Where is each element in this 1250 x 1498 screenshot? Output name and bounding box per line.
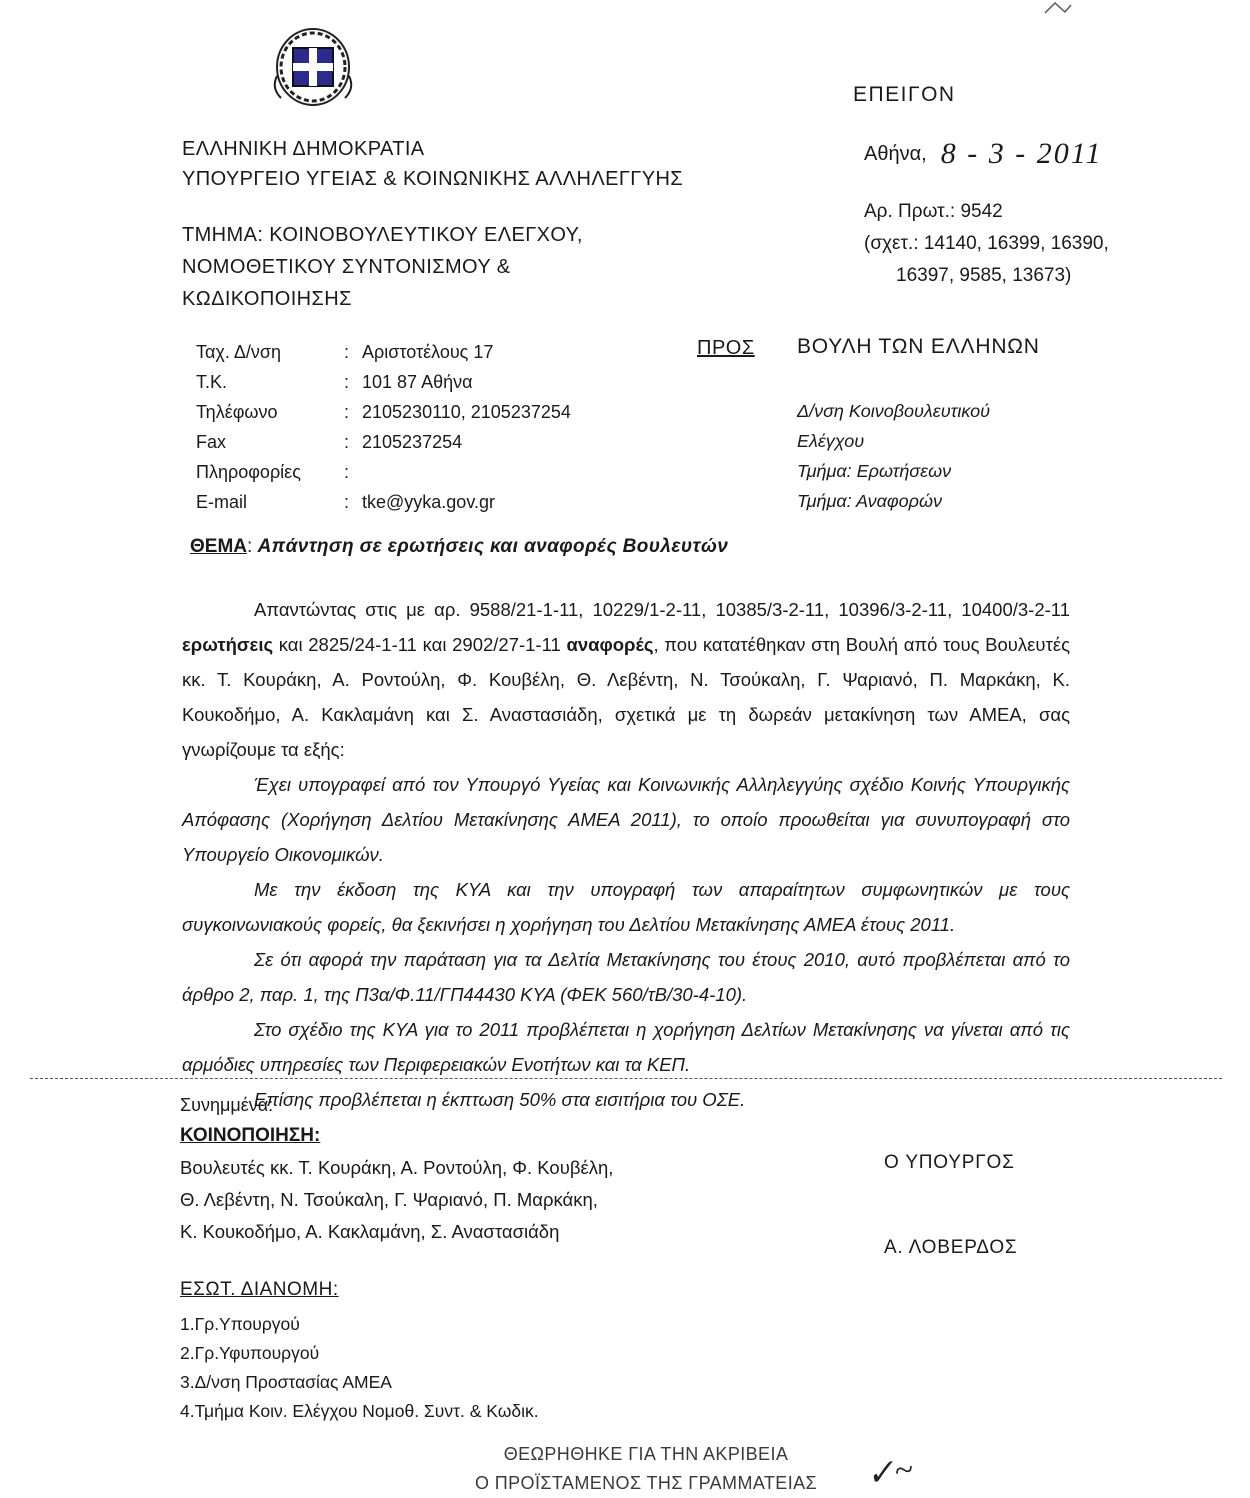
protocol-related-line2: 16397, 9585, 13673) — [896, 265, 1072, 286]
body-paragraph-3 — [182, 872, 1070, 942]
email-label: E-mail — [196, 492, 248, 512]
body-paragraph-2 — [182, 767, 1070, 872]
department-block — [182, 219, 583, 315]
recipient-sub-line1: Δ/νση Κοινοβουλευτικού — [797, 401, 991, 421]
protocol-block — [864, 196, 1109, 292]
body-paragraph-1 — [182, 592, 1070, 767]
body-paragraph-3-text: Με την έκδοση της ΚΥΑ και την υπογραφή των απαραίτητων συμφωνητικών με τους συγκοινωνιακούς φορείς, θα ξεκινήσει η χορήγηση του Δελτίου Μετακίνησης ΑΜΕΑ έτους 2011. — [182, 879, 1070, 935]
date-value-handwritten: 8 - 3 - 2011 — [940, 137, 1103, 170]
table-row — [196, 397, 571, 427]
fax-value: 2105237254 — [362, 432, 463, 452]
date-label: Αθήνα, — [864, 143, 927, 165]
organization-block — [182, 134, 683, 194]
table-row — [196, 367, 571, 397]
attachments-label: Συνημμένα: — [180, 1095, 274, 1115]
body-paragraph-4 — [182, 942, 1070, 1012]
body-paragraph-6 — [182, 1082, 1070, 1117]
department-line2: ΝΟΜΟΘΕΤΙΚΟΥ ΣΥΝΤΟΝΙΣΜΟΥ & — [182, 256, 511, 278]
fax-label: Fax — [196, 432, 227, 452]
section-divider — [30, 1078, 1222, 1079]
body-paragraph-6-text: Επίσης προβλέπεται η έκπτωση 50% στα εισιτήρια του ΟΣΕ. — [254, 1089, 746, 1110]
body-paragraph-2-text: Έχει υπογραφεί από τον Υπουργό Υγείας και Κοινωνικής Αλληλεγγύης σχέδιο Κοινής Υπουργικής Απόφασης (Χορήγηση Δελτίου Μετακίνησης ΑΜΕΑ 2011), το οποίο προωθείται για συνυπογραφή στο Υπουργείο Οικονομικών. — [182, 774, 1070, 865]
table-row — [196, 427, 571, 457]
body-paragraph-5 — [182, 1012, 1070, 1082]
fax-colon: : — [344, 432, 350, 452]
recipient-prefix-label: ΠΡΟΣ — [697, 337, 755, 359]
list-item: Βουλευτές κκ. Τ. Κουράκη, Α. Ροντούλη, Φ. Κουβέλη, — [180, 1157, 614, 1178]
organization-line2: ΥΠΟΥΡΓΕΙΟ ΥΓΕΙΑΣ & ΚΟΙΝΩΝΙΚΗΣ ΑΛΛΗΛΕΓΓΥΗΣ — [182, 168, 684, 190]
subject-text: Απάντηση σε ερωτήσεις και αναφορές Βουλευτών — [257, 536, 729, 557]
phone-colon: : — [344, 402, 350, 422]
subject-label: ΘΕΜΑ — [190, 536, 247, 557]
protocol-related-line1: (σχετ.: 14140, 16399, 16390, — [864, 233, 1109, 254]
list-item: 1.Γρ.Υπουργού — [180, 1314, 300, 1334]
info-value — [362, 457, 571, 487]
certification-line2: Ο ΠΡΟΪΣΤΑΜΕΝΟΣ ΤΗΣ ΓΡΑΜΜΑΤΕΙΑΣ — [474, 1473, 818, 1493]
recipient-sub-line2: Ελέγχου — [797, 431, 865, 451]
greek-coat-of-arms-emblem — [263, 26, 363, 108]
date-row — [864, 134, 1102, 168]
contact-address-block — [196, 337, 571, 517]
email-colon: : — [344, 492, 350, 512]
postcode-colon: : — [344, 372, 350, 392]
recipient-name: ΒΟΥΛΗ ΤΩΝ ΕΛΛΗΝΩΝ — [797, 335, 1040, 358]
list-item: Θ. Λεβέντη, Ν. Τσούκαλη, Γ. Ψαριανό, Π. Μαρκάκη, — [180, 1189, 598, 1210]
letter-body — [182, 592, 1070, 1117]
copies-list — [180, 1152, 613, 1248]
phone-label: Τηλέφωνο — [196, 402, 278, 422]
body-paragraph-1-text: Απαντώντας στις με αρ. 9588/21-1-11, 10229/1-2-11, 10385/3-2-11, 10396/3-2-11, 10400/3-2-11 ερωτήσεις και 2825/24-1-11 και 2902/27-1-11 αναφορές, που κατατέθηκαν στη Βουλή από τους Βουλευτές κκ. Τ. Κουράκη, Α. Ροντούλη, Φ. Κουβέλη, Θ. Λεβέντη, Ν. Τσούκαλη, Γ. Ψαριανό, Π. Μαρκάκη, Κ. Κουκοδήμο, Α. Κακλαμάνη και Σ. Αναστασιάδη, σχετικά με τη δωρεάν μετακίνηση των ΑΜΕΑ, σας γνωρίζουμε τα εξής: — [182, 599, 1071, 760]
internal-distribution-list — [180, 1310, 539, 1426]
certification-line1: ΘΕΩΡΗΘΗΚΕ ΓΙΑ ΤΗΝ ΑΚΡΙΒΕΙΑ — [503, 1444, 789, 1464]
list-item: 2.Γρ.Υφυπουργού — [180, 1343, 320, 1363]
internal-distribution-title: ΕΣΩΤ. ΔΙΑΝΟΜΗ: — [180, 1279, 339, 1300]
organization-line1: ΕΛΛΗΝΙΚΗ ΔΗΜΟΚΡΑΤΙΑ — [182, 138, 425, 160]
recipient-department-block — [797, 396, 990, 516]
phone-value: 2105230110, 2105237254 — [362, 402, 571, 422]
body-paragraph-5-text: Στο σχέδιο της ΚΥΑ για το 2011 προβλέπεται η χορήγηση Δελτίων Μετακίνησης να γίνεται από τις αρμόδιες υπηρεσίες των Περιφερειακών Ενοτήτων και τα ΚΕΠ. — [182, 1019, 1070, 1075]
minister-title: Ο ΥΠΟΥΡΓΟΣ — [884, 1152, 1015, 1173]
recipient-sub-line3: Τμήμα: Ερωτήσεων — [797, 461, 952, 481]
info-label: Πληροφορίες — [196, 462, 301, 482]
copies-title: ΚΟΙΝΟΠΟΙΗΣΗ: — [180, 1125, 321, 1146]
postcode-label: Τ.Κ. — [196, 372, 228, 392]
certification-block — [406, 1440, 886, 1498]
subject-separator: : — [247, 536, 258, 557]
body-paragraph-4-text: Σε ότι αφορά την παράταση για τα Δελτία Μετακίνησης του έτους 2010, αυτό προβλέπεται από το άρθρο 2, παρ. 1, της Π3α/Φ.11/ΓΠ44430 ΚΥΑ (ΦΕΚ 560/τΒ/30-4-10). — [182, 949, 1070, 1005]
address-colon: : — [344, 342, 350, 362]
table-row — [196, 337, 571, 367]
postcode-value: 101 87 Αθήνα — [362, 372, 473, 392]
table-row — [196, 457, 571, 487]
scan-artifact — [1043, 0, 1073, 14]
handwritten-signature: ✓~ — [863, 1450, 916, 1495]
department-line3: ΚΩΔΙΚΟΠΟΙΗΣΗΣ — [182, 288, 352, 310]
address-value: Αριστοτέλους 17 — [362, 342, 494, 362]
list-item: Κ. Κουκοδήμο, Α. Κακλαμάνη, Σ. Αναστασιάδη — [180, 1221, 560, 1242]
info-colon: : — [344, 462, 350, 482]
recipient-sub-line4: Τμήμα: Αναφορών — [797, 491, 943, 511]
subject-line — [190, 536, 728, 558]
table-row — [196, 487, 571, 517]
department-line1: ΤΜΗΜΑ: ΚΟΙΝΟΒΟΥΛΕΥΤΙΚΟΥ ΕΛΕΓΧΟΥ, — [182, 224, 583, 246]
list-item: 4.Τμήμα Κοιν. Ελέγχου Νομοθ. Συντ. & Κωδικ. — [180, 1401, 539, 1421]
email-value: tke@yyka.gov.gr — [362, 492, 495, 512]
address-label: Ταχ. Δ/νση — [196, 342, 282, 362]
list-item: 3.Δ/νση Προστασίας ΑΜΕΑ — [180, 1372, 392, 1392]
minister-name: Α. ΛΟΒΕΡΔΟΣ — [884, 1237, 1018, 1258]
protocol-number: Αρ. Πρωτ.: 9542 — [864, 201, 1003, 222]
contact-table — [196, 337, 571, 517]
urgent-label: ΕΠΕΙΓΟΝ — [853, 83, 956, 106]
